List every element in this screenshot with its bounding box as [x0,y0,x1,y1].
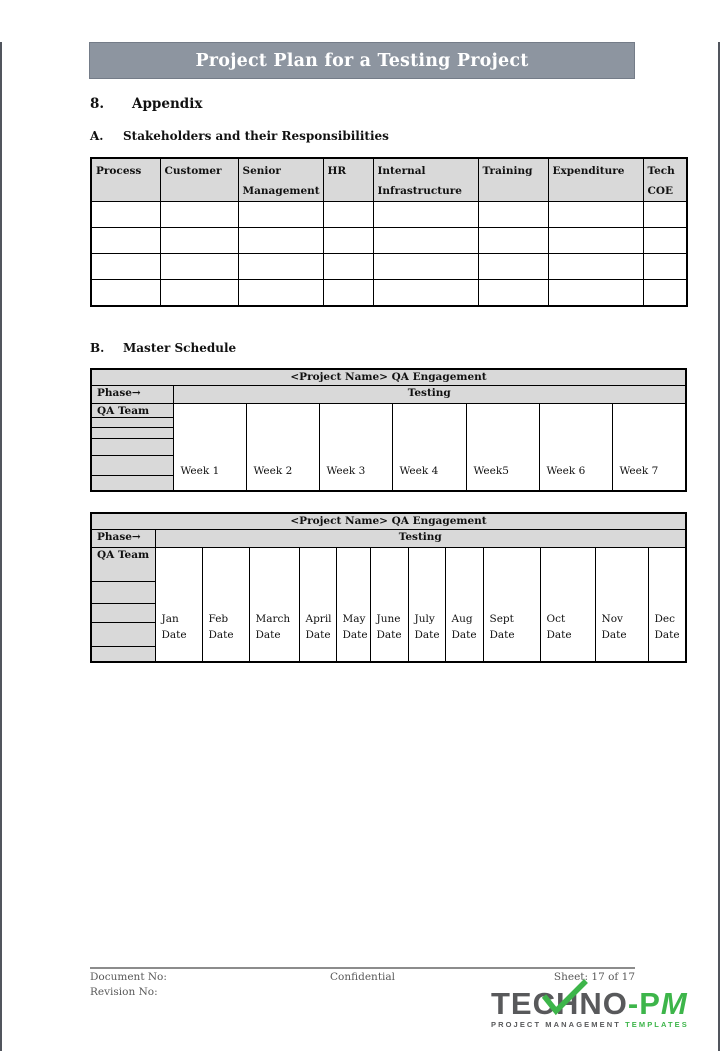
stakeholders-empty-cell [160,202,238,228]
stakeholders-empty-cell [91,202,160,228]
stakeholders-empty-cell [478,254,548,280]
stakeholders-empty-cell [323,228,373,254]
logo-brand-text [491,988,711,1019]
stakeholders-empty-cell [478,228,548,254]
footer-divider [90,967,635,969]
section-a-label: Stakeholders and their Responsibilities [123,129,389,143]
logo-tagline-gray: PROJECT MANAGEMENT [491,1020,626,1029]
title-banner [89,42,635,79]
stakeholders-empty-cell [238,202,323,228]
document-page [0,42,720,1051]
stakeholders-empty-cell [643,280,687,306]
week-table-title-row [91,369,686,386]
stakeholders-empty-cell [478,280,548,306]
phase-label: Phase→ [91,386,173,404]
confidential-label: Confidential [330,971,396,983]
stakeholders-empty-cell [478,202,548,228]
stakeholders-empty-cell [91,254,160,280]
logo-tagline-green: TEMPLATES [625,1020,689,1029]
stakeholders-header-cell: Customer [160,158,238,202]
week-label: Week 3 [326,464,366,477]
stakeholders-empty-row [91,254,687,280]
week-label: Week 6 [546,464,586,477]
month-column-cell [202,548,249,662]
team-empty-cell [91,476,173,491]
month-label: Aug Date [451,612,477,641]
appendix-label: Appendix [132,96,203,112]
stakeholders-empty-cell [643,254,687,280]
stakeholders-empty-cell [373,228,478,254]
logo-brand-gray: TECHNO [491,986,628,1021]
page-title: Project Plan for a Testing Project [195,50,529,71]
section-a-letter: A. [90,129,104,143]
stakeholders-empty-cell [548,280,643,306]
team-empty-cell [91,582,155,604]
month-label: March Date [255,612,291,641]
week-label: Week5 [473,464,509,477]
logo-brand-m: M [660,986,688,1021]
month-table-team-row [91,548,686,582]
stakeholders-empty-cell [323,254,373,280]
stakeholders-empty-row [91,280,687,306]
team-empty-cell [91,604,155,623]
month-label: July Date [414,612,440,641]
team-empty-cell [91,647,155,662]
stakeholders-empty-cell [238,228,323,254]
week-schedule-table [90,368,687,492]
team-empty-cell [91,456,173,476]
phase-value: Testing [155,530,686,548]
month-label: Feb Date [208,612,234,641]
stakeholders-empty-cell [160,280,238,306]
stakeholders-header-cell: Senior Management [238,158,323,202]
month-table-title-row [91,513,686,530]
month-label: Nov Date [601,612,627,641]
stakeholders-header-cell: HR [323,158,373,202]
stakeholders-empty-cell [323,280,373,306]
appendix-heading [90,96,718,112]
stakeholders-empty-cell [373,254,478,280]
week-label: Week 4 [399,464,439,477]
month-column-cell [595,548,648,662]
stakeholders-empty-cell [643,202,687,228]
month-label: Dec Date [654,612,680,641]
month-label: April Date [305,612,332,641]
section-b-heading [90,341,718,355]
stakeholders-empty-cell [643,228,687,254]
week-label: Week 7 [619,464,659,477]
stakeholders-empty-cell [373,202,478,228]
qa-team-label: QA Team [91,548,155,582]
section-b-label: Master Schedule [123,340,237,355]
qa-team-label: QA Team [91,404,173,418]
week-table-title: <Project Name> QA Engagement [91,369,686,386]
stakeholders-empty-cell [238,254,323,280]
stakeholders-empty-cell [548,202,643,228]
stakeholders-empty-cell [323,202,373,228]
month-table-phase-row [91,530,686,548]
stakeholders-table-body [91,158,687,306]
team-empty-cell [91,418,173,428]
month-label: Oct Date [546,612,572,641]
logo-tagline [491,1020,711,1029]
stakeholders-table [90,157,688,307]
month-table-title: <Project Name> QA Engagement [91,513,686,530]
week-column-cell [173,404,246,491]
logo-brand-p: P [639,986,661,1021]
stakeholders-empty-row [91,228,687,254]
week-column-cell [539,404,612,491]
section-b-letter: B. [90,340,105,355]
stakeholders-empty-cell [91,280,160,306]
week-column-cell [392,404,466,491]
checkmark-icon [541,979,589,1017]
month-column-cell [408,548,445,662]
month-column-cell [370,548,408,662]
stakeholders-header-cell: Process [91,158,160,202]
week-column-cell [319,404,392,491]
team-empty-cell [91,623,155,647]
week-table-phase-row [91,386,686,404]
stakeholders-empty-row [91,202,687,228]
month-label: May Date [342,612,368,641]
stakeholders-empty-cell [548,228,643,254]
week-label: Week 2 [253,464,293,477]
stakeholders-empty-cell [91,228,160,254]
stakeholders-empty-cell [160,254,238,280]
stakeholders-header-cell: Expenditure [548,158,643,202]
phase-label: Phase→ [91,530,155,548]
month-label: Sept Date [489,612,515,641]
team-empty-cell [91,428,173,439]
week-label: Week 1 [180,464,220,477]
stakeholders-empty-cell [373,280,478,306]
sheet-number-label: Sheet: 17 of 17 [553,971,636,983]
stakeholders-empty-cell [548,254,643,280]
week-schedule-table-body [91,369,686,491]
month-column-cell [249,548,299,662]
document-no-label: Document No: [90,971,167,983]
section-a-heading [90,129,718,143]
month-label: June Date [376,612,402,641]
month-column-cell [540,548,595,662]
month-column-cell [445,548,483,662]
appendix-number: 8. [90,96,105,112]
phase-value: Testing [173,386,686,404]
month-column-cell [299,548,336,662]
revision-no-label: Revision No: [90,986,158,998]
team-empty-cell [91,439,173,456]
stakeholders-empty-cell [160,228,238,254]
month-schedule-table-body [91,513,686,662]
stakeholders-header-cell: Training [478,158,548,202]
week-table-team-row [91,404,686,418]
month-column-cell [648,548,686,662]
month-column-cell [336,548,370,662]
month-column-cell [483,548,540,662]
month-schedule-table [90,512,687,663]
stakeholders-header-row [91,158,687,202]
week-column-cell [246,404,319,491]
week-column-cell [612,404,686,491]
month-label: Jan Date [161,612,187,641]
stakeholders-header-cell: Tech COE [643,158,687,202]
logo-brand-dash: - [627,986,640,1021]
stakeholders-header-cell: Internal Infrastructure [373,158,478,202]
week-column-cell [466,404,539,491]
month-column-cell [155,548,202,662]
stakeholders-empty-cell [238,280,323,306]
